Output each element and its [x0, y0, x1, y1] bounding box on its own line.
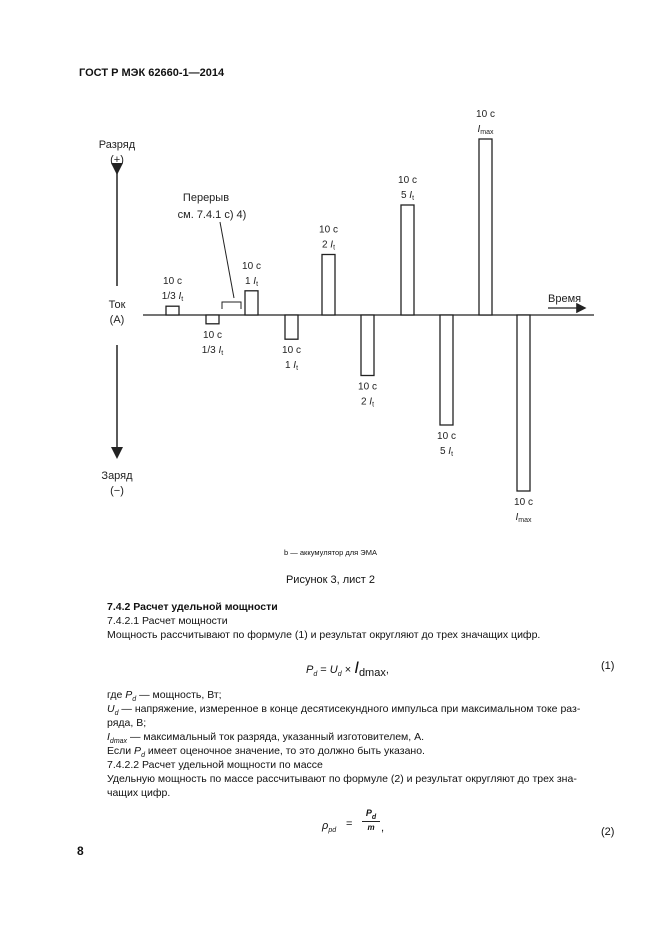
charge-label: Заряд	[101, 470, 133, 482]
formula-2-number: (2)	[601, 826, 615, 838]
pulse-duration-label: 10 с	[163, 276, 182, 288]
pulse-current-label: 2 $I_t$	[321, 239, 336, 252]
formula-2-comma: ,	[381, 822, 385, 834]
pause-leader-line	[220, 222, 234, 298]
pulse-current-label: 5 $I_t$	[439, 446, 454, 458]
pulse-bar-4	[285, 315, 298, 339]
pulse-current-label: 1 $I_t$	[244, 275, 259, 288]
pulse-duration-label: 10 с	[514, 497, 533, 508]
pulse-bar-6	[361, 315, 374, 376]
pulse-duration-label: 10 с	[242, 260, 261, 272]
document-header: ГОСТ Р МЭК 62660-1—2014	[79, 67, 225, 79]
pulse-bar-3	[245, 291, 258, 315]
current-label: Ток	[108, 299, 126, 311]
pulse-current-label: 1/3 $I_t$	[201, 344, 224, 357]
formula-2-numerator: $P_d$	[365, 808, 377, 821]
pulse-duration-label: 10 с	[358, 381, 377, 393]
pulse-duration-label: 10 с	[319, 224, 338, 236]
pulse-current-label: 2 $I_t$	[360, 396, 375, 409]
pulse-bar-1	[166, 306, 179, 315]
pulse-current-label: 5 $I_t$	[400, 190, 415, 202]
paragraph-1: Мощность рассчитывают по формуле (1) и результат округляют до трех значащих цифр.	[107, 629, 541, 641]
current-unit: (A)	[109, 314, 125, 326]
fraction-bar	[362, 821, 380, 822]
page-number: 8	[77, 844, 84, 858]
pulse-current-label: $I_{max}$	[477, 124, 494, 136]
subsection-title-1: 7.4.2.1 Расчет мощности	[107, 615, 228, 627]
pulse-duration-label: 10 с	[398, 175, 417, 186]
pulse-bar-10	[517, 315, 530, 491]
pulse-duration-label: 10 с	[476, 109, 495, 120]
discharge-label: Разряд	[98, 139, 136, 151]
formula-1: $P_d = U_d \times I_{dmax}$,	[306, 658, 389, 680]
pause-label: Перерыв	[182, 192, 230, 204]
pulse-duration-label: 10 с	[203, 329, 222, 341]
charge-sign: (−)	[110, 485, 124, 497]
pause-reference: см. 7.4.1 с) 4)	[177, 209, 247, 221]
pulse-bar-8	[440, 315, 453, 425]
pulse-bar-2	[206, 315, 219, 324]
pulse-bar-5	[322, 255, 335, 316]
figure-note: b — аккумулятор для ЭМА	[284, 548, 377, 557]
where-line-2: $U_d$ — напряжение, измеренное в конце десятисекундного импульса при максимальном токе раз-	[107, 703, 581, 718]
pulse-current-label: 1 $I_t$	[284, 360, 299, 373]
pulse-bar-7	[401, 205, 414, 315]
where-line-2-cont: ряда, В;	[107, 717, 147, 729]
formula-2-lhs: $\rho_{pd}$	[322, 820, 337, 835]
pause-bracket	[222, 302, 241, 309]
pulse-current-label: 1/3 $I_t$	[161, 291, 184, 304]
formula-1-number: (1)	[601, 660, 615, 672]
formula-2-denominator: m	[367, 823, 375, 832]
pulse-duration-label: 10 с	[282, 345, 301, 357]
where-line-1: где $P_d$ — мощность, Вт;	[107, 689, 222, 704]
section-title: 7.4.2 Расчет удельной мощности	[107, 601, 278, 613]
paragraph-2-cont: чащих цифр.	[107, 787, 171, 799]
pulse-bar-9	[479, 139, 492, 315]
pulse-group	[162, 109, 533, 524]
where-line-3: $I_{dmax}$ — максимальный ток разряда, указанный изготовителем, А.	[107, 731, 425, 746]
discharge-sign: (+)	[110, 154, 124, 166]
subsection-title-2: 7.4.2.2 Расчет удельной мощности по массе	[107, 759, 323, 771]
pulse-duration-label: 10 с	[437, 431, 456, 442]
time-label: Время	[548, 293, 582, 305]
pulse-current-label: $I_{max}$	[515, 512, 532, 524]
formula-2-equals: =	[346, 818, 353, 830]
figure-caption: Рисунок 3, лист 2	[285, 574, 376, 586]
where-line-4: Если $P_d$ имеет оценочное значение, то это должно быть указано.	[107, 745, 425, 760]
paragraph-2: Удельную мощность по массе рассчитывают по формуле (2) и результат округляют до трех зна-	[107, 773, 577, 785]
